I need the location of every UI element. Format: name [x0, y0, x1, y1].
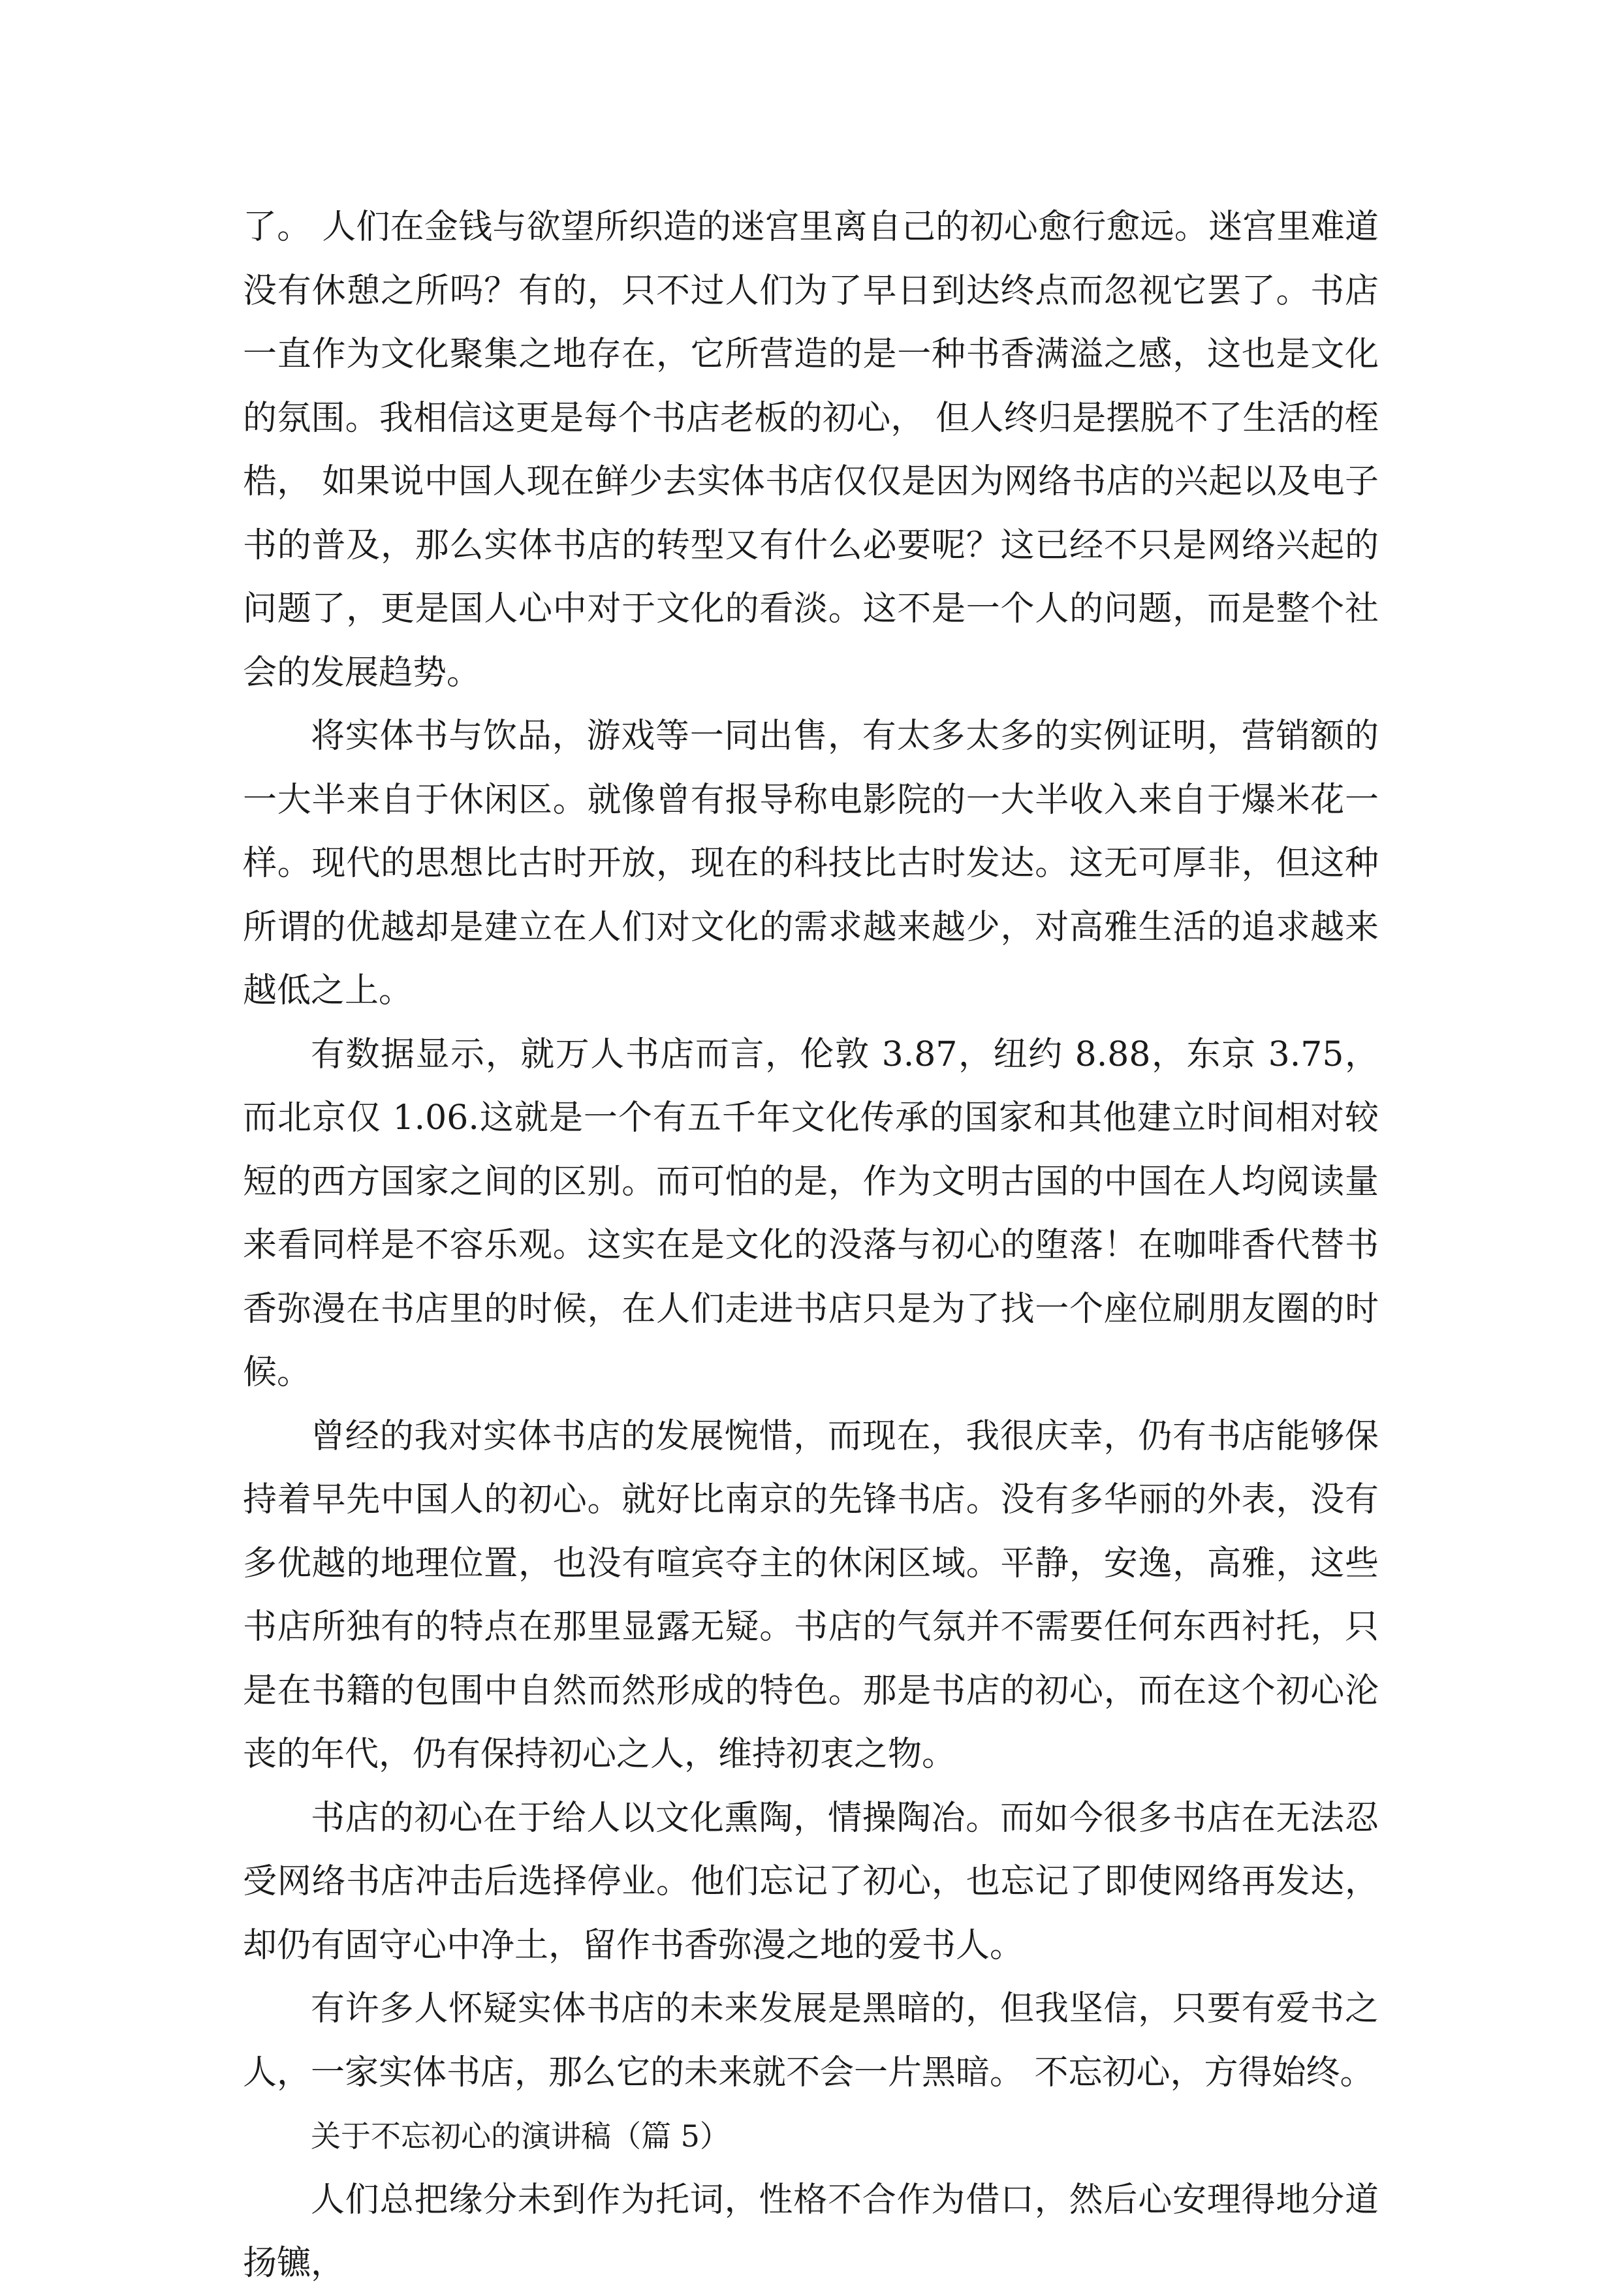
paragraph: 曾经的我对实体书店的发展惋惜，而现在，我很庆幸，仍有书店能够保持着早先中国人的初心。就好比南京的先锋书店。没有多华丽的外表，没有多优越的地理位置，也没有喧宾夺主的休闲区域。平静，安逸，高雅，这些书店所独有的特点在那里显露无疑。书店的气氛并不需要任何东西衬托，只是在书籍的包围中自然而然形成的特色。那是书店的初心，而在这个初心沦丧的年代，仍有保持初心之人，维持初衷之物。 — [243, 1416, 1379, 1774]
paragraph: 将实体书与饮品，游戏等一同出售，有太多太多的实例证明，营销额的一大半来自于休闲区。就像曾有报导称电影院的一大半收入来自于爆米花一样。现代的思想比古时开放，现在的科技比古时发达。这无可厚非，但这种所谓的优越却是建立在人们对文化的需求越来越少，对高雅生活的追求越来越低之上。 — [243, 717, 1379, 1010]
paragraph: 书店的初心在于给人以文化熏陶，情操陶冶。而如今很多书店在无法忍受网络书店冲击后选择停业。他们忘记了初心，也忘记了即使网络再发达，却仍有固守心中净土，留作书香弥漫之地的爱书人。 — [243, 1798, 1379, 1965]
document-body — [243, 196, 1379, 2296]
paragraph: 了。 人们在金钱与欲望所织造的迷宫里离自己的初心愈行愈远。迷宫里难道没有休憩之所吗？有的，只不过人们为了早日到达终点而忽视它罢了。书店一直作为文化聚集之地存在，它所营造的是一种书香满溢之感，这也是文化的氛围。我相信这更是每个书店老板的初心， 但人终归是摆脱不了生活的桎梏， 如果说中国人现在鲜少去实体书店仅仅是因为网络书店的兴起以及电子书的普及，那么实体书店的转型又有什么必要呢？这已经不只是网络兴起的问题了，更是国人心中对于文化的看淡。这不是一个人的问题，而是整个社会的发展趋势。 — [243, 208, 1379, 692]
section-heading: 关于不忘初心的演讲稿（篇 5） — [311, 2118, 730, 2154]
paragraph: 人们总把缘分未到作为托词，性格不合作为借口，然后心安理得地分道扬镳， — [243, 2180, 1379, 2283]
paragraph: 有许多人怀疑实体书店的未来发展是黑暗的，但我坚信，只要有爱书之人，一家实体书店，那么它的未来就不会一片黑暗。 不忘初心，方得始终。 — [243, 1989, 1379, 2092]
paragraph: 有数据显示，就万人书店而言，伦敦 3.87，纽约 8.88，东京 3.75，而北京仅 1.06.这就是一个有五千年文化传承的国家和其他建立时间相对较短的西方国家之间的区别。而可怕的是，作为文明古国的中国在人均阅读量来看同样是不容乐观。这实在是文化的没落与初心的堕落！在咖啡香代替书香弥漫在书店里的时候，在人们走进书店只是为了找一个座位刷朋友圈的时候。 — [243, 1034, 1379, 1392]
